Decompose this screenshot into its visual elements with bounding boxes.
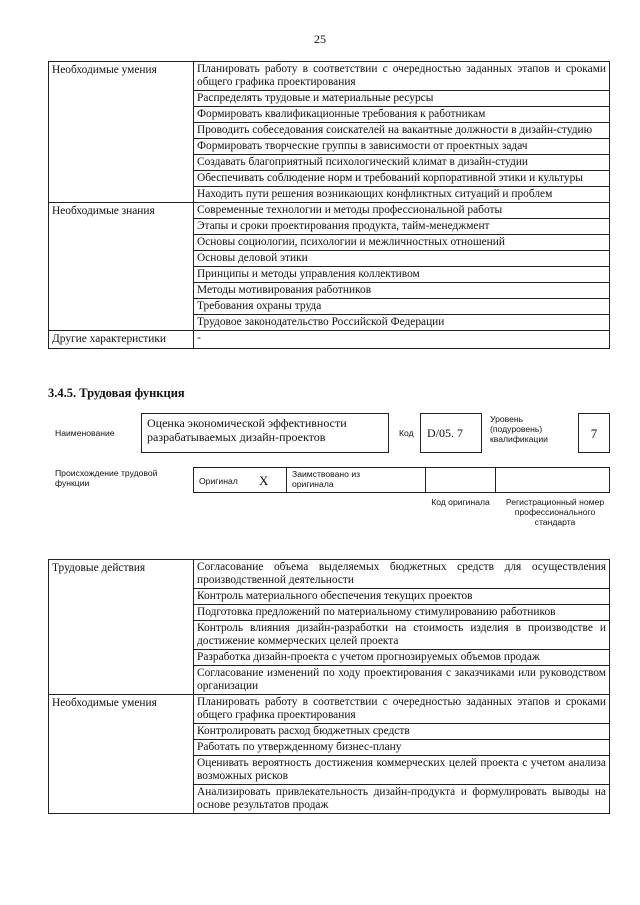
row-item: Трудовое законодательство Российской Федерации — [194, 315, 610, 331]
row-item: Принципы и методы управления коллективом — [194, 267, 610, 283]
row-item: Подготовка предложений по материальному стимулированию работников — [194, 605, 610, 621]
requirements-table — [48, 61, 610, 349]
row-item: Разработка дизайн-проекта с учетом прогнозируемых объемов продаж — [194, 650, 610, 666]
row-item: Проводить собеседования соискателей на вакантные должности в дизайн-студию — [194, 123, 610, 139]
level-box — [578, 413, 610, 453]
level-label: Уровень (подуровень) квалификации — [490, 414, 548, 444]
row-item: Согласование изменений по ходу проектирования с заказчиками или руководством организации — [194, 666, 610, 695]
table-row — [49, 560, 610, 589]
section-title: 3.4.5. Трудовая функция — [48, 386, 185, 400]
table-row — [49, 695, 610, 724]
row-item: Оценивать вероятность достижения коммерческих целей проекта с учетом анализа возможных рисков — [194, 756, 610, 785]
row-item: Планировать работу в соответствии с очередностью заданных этапов и сроками общего графика проектирования — [194, 695, 610, 724]
level-value: 7 — [590, 426, 598, 441]
row-item: Находить пути решения возникающих конфликтных ситуаций и проблем — [194, 187, 610, 203]
function-name: Оценка экономической эффективности разрабатываемых дизайн-проектов — [147, 416, 347, 444]
code-original-caption: Код оригинала — [431, 497, 490, 507]
labor-actions-table — [48, 559, 610, 814]
row-item: Формировать квалификационные требования к работникам — [194, 107, 610, 123]
reg-number-caption: Регистрационный номер профессионального стандарта — [505, 497, 605, 527]
row-item: Современные технологии и методы профессиональной работы — [194, 203, 610, 219]
row-item: - — [194, 331, 610, 349]
origin-label: Происхождение трудовой функции — [55, 468, 158, 488]
table-row — [49, 62, 610, 91]
code-original-cell — [425, 467, 496, 493]
borrowed-label: Заимствовано из оригинала — [292, 469, 361, 489]
code-label: Код — [399, 428, 414, 438]
row-item: Планировать работу в соответствии с очередностью заданных этапов и сроками общего графика проектирования — [194, 62, 610, 91]
row-item: Методы мотивирования работников — [194, 283, 610, 299]
row-label: Другие характеристики — [49, 331, 194, 349]
original-mark: X — [259, 473, 269, 488]
row-item: Создавать благоприятный психологический климат в дизайн-студии — [194, 155, 610, 171]
row-item: Работать по утвержденному бизнес-плану — [194, 740, 610, 756]
row-item: Контролировать расход бюджетных средств — [194, 724, 610, 740]
table-row — [49, 203, 610, 219]
code-box — [420, 413, 482, 453]
row-item: Требования охраны труда — [194, 299, 610, 315]
row-item: Основы деловой этики — [194, 251, 610, 267]
table-row — [49, 331, 610, 349]
code-value: D/05. 7 — [427, 426, 463, 440]
row-item: Анализировать привлекательность дизайн-продукта и формулировать выводы на основе результатов продаж — [194, 785, 610, 814]
row-label: Необходимые умения — [49, 695, 194, 814]
row-item: Обеспечивать соблюдение норм и требований корпоративной этики и культуры — [194, 171, 610, 187]
row-item: Распределять трудовые и материальные ресурсы — [194, 91, 610, 107]
row-item: Формировать творческие группы в зависимости от проектных задач — [194, 139, 610, 155]
name-label: Наименование — [55, 428, 115, 438]
row-item: Основы социологии, психологии и межличностных отношений — [194, 235, 610, 251]
row-item: Контроль материального обеспечения текущих проектов — [194, 589, 610, 605]
page-number: 25 — [314, 32, 326, 46]
row-label: Трудовые действия — [49, 560, 194, 695]
function-name-box — [141, 413, 389, 453]
original-label: Оригинал — [199, 476, 238, 486]
row-item: Согласование объема выделяемых бюджетных средств для осуществления производственной деятельности — [194, 560, 610, 589]
row-label: Необходимые умения — [49, 62, 194, 203]
row-item: Контроль влияния дизайн-разработки на стоимость изделия в производстве и достижение коммерческих целей проекта — [194, 621, 610, 650]
row-item: Этапы и сроки проектирования продукта, тайм-менеджмент — [194, 219, 610, 235]
row-label: Необходимые знания — [49, 203, 194, 331]
